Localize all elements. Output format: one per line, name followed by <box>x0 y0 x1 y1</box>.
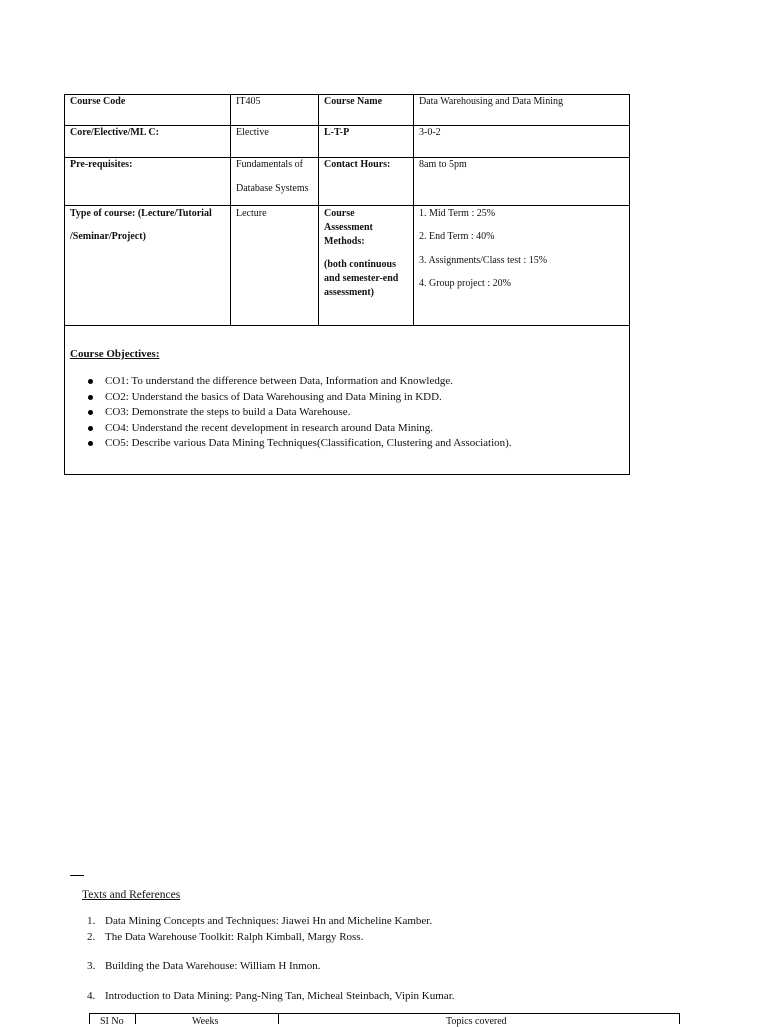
list-number: 4. <box>87 990 96 1002</box>
reference-text: The Data Warehouse Toolkit: Ralph Kimball, Margy Ross. <box>105 931 364 943</box>
assessment-item: 2. End Term : 40% <box>419 231 495 242</box>
course-type-label-line1: Type of course: (Lecture/Tutorial <box>70 208 212 219</box>
reference-text: Data Mining Concepts and Techniques: Jiawei Hn and Micheline Kamber. <box>105 915 433 927</box>
assessment-note-line1: (both continuous <box>324 259 396 270</box>
list-item: CO1: To understand the difference between Data, Information and Knowledge. <box>87 374 512 390</box>
list-item: CO3: Demonstrate the steps to build a Data Warehouse. <box>87 405 512 421</box>
reference-text: Building the Data Warehouse: William H Inmon. <box>105 960 321 972</box>
table-border-left <box>89 1013 90 1024</box>
table-col-divider <box>413 94 414 326</box>
course-objectives-title: Course Objectives: <box>70 348 160 360</box>
assessment-label-line2: Assessment <box>324 222 373 233</box>
prerequisites-value-line2: Database Systems <box>236 183 309 194</box>
assessment-item: 4. Group project : 20% <box>419 278 511 289</box>
assessment-label-line1: Course <box>324 208 355 219</box>
prerequisites-label: Pre-requisites: <box>70 159 133 170</box>
table-col-divider <box>135 1013 136 1024</box>
section-dash <box>70 875 84 876</box>
ltp-label: L-T-P <box>324 127 350 138</box>
assessment-note-line3: assessment) <box>324 287 374 298</box>
course-code-value: IT405 <box>236 96 261 107</box>
prerequisites-value-line1: Fundamentals of <box>236 159 303 170</box>
list-item: CO5: Describe various Data Mining Techniques(Classification, Clustering and Association). <box>87 436 512 452</box>
contact-hours-label: Contact Hours: <box>324 159 391 170</box>
reference-text: Introduction to Data Mining: Pang-Ning Tan, Micheal Steinbach, Vipin Kumar. <box>105 990 455 1002</box>
assessment-item: 3. Assignments/Class test : 15% <box>419 255 548 266</box>
list-number: 3. <box>87 960 96 972</box>
table-border-top <box>89 1013 680 1014</box>
references-title: Texts and References <box>82 889 181 901</box>
list-item: CO2: Understand the basics of Data Warehousing and Data Mining in KDD. <box>87 390 512 406</box>
table-row-divider <box>64 325 630 326</box>
table-col-divider <box>278 1013 279 1024</box>
list-item <box>87 989 455 1004</box>
assessment-label-line3: Methods: <box>324 236 365 247</box>
course-type-label-line2: /Seminar/Project) <box>70 231 146 242</box>
course-type-value: Lecture <box>236 208 267 219</box>
contact-hours-value: 8am to 5pm <box>419 159 467 170</box>
topics-covered-header: Topics covered <box>446 1016 507 1027</box>
table-border-right <box>629 94 630 475</box>
list-item <box>87 914 432 929</box>
table-col-divider <box>230 94 231 326</box>
assessment-item: 1. Mid Term : 25% <box>419 208 496 219</box>
list-number: 2. <box>87 931 96 943</box>
course-objectives-list <box>87 374 512 452</box>
table-border-bottom <box>64 474 630 475</box>
core-elective-value: Elective <box>236 127 269 138</box>
core-elective-label: Core/Elective/ML C: <box>70 127 159 138</box>
table-border-left <box>64 94 65 475</box>
table-row-divider <box>64 205 630 206</box>
course-name-label: Course Name <box>324 96 383 107</box>
course-code-label: Course Code <box>70 96 126 107</box>
weeks-header: Weeks <box>192 1016 219 1027</box>
list-item <box>87 930 363 945</box>
table-col-divider <box>318 94 319 326</box>
list-item: CO4: Understand the recent development in research around Data Mining. <box>87 421 512 437</box>
table-border-right <box>679 1013 680 1024</box>
course-name-value: Data Warehousing and Data Mining <box>419 96 563 107</box>
assessment-note-line2: and semester-end <box>324 273 399 284</box>
list-number: 1. <box>87 915 96 927</box>
ltp-value: 3-0-2 <box>419 127 441 138</box>
sl-no-header: SI No <box>100 1016 124 1027</box>
list-item <box>87 959 320 974</box>
